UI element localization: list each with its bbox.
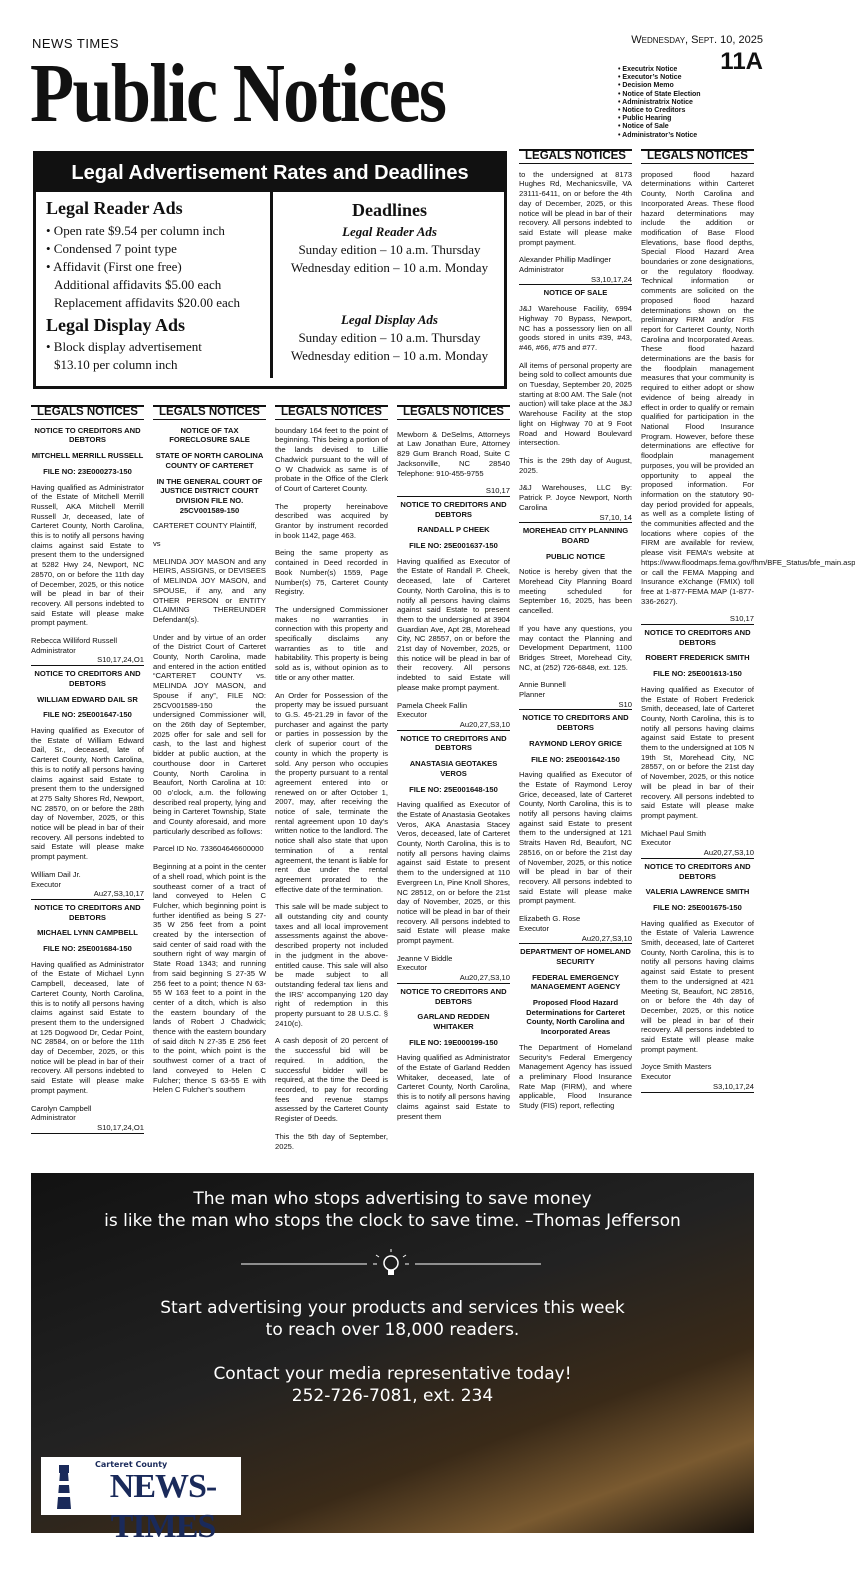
- notice-title: NOTICE TO CREDITORS AND DEBTORS: [644, 628, 751, 647]
- reader-deadline-subhead: Legal Reader Ads: [342, 224, 437, 239]
- run-dates: Au20,27,S3,10: [519, 934, 632, 945]
- display-ads-list: [46, 338, 202, 374]
- notice-body: The property hereinabove described was acquired by Grantor by instrument recorded in book 1142, page 463.: [275, 501, 388, 540]
- notice-role: Executor: [641, 1072, 671, 1082]
- notice-body: boundary 164 feet to the point of beginning. This being a portion of the lands devised to Lillie Chadwick pursuant to the will of O W Chadwick as same is of probate in the Office of the Clerk of Court of Carteret County.: [275, 425, 388, 493]
- page-title: Public Notices: [30, 47, 446, 140]
- notice-file: FILE NO: 25E001684-150: [43, 944, 132, 954]
- run-dates: S10: [519, 700, 632, 711]
- notice-file: FILE NO: 25E001648-150: [409, 784, 498, 794]
- index-item: • Administratrix Notice: [618, 98, 693, 106]
- index-item: • Public Hearing: [618, 115, 672, 123]
- notice-name: MICHAEL LYNN CAMPBELL: [37, 928, 138, 938]
- rate-item: $13.10 per column inch: [54, 357, 178, 372]
- display-ads-heading: Legal Display Ads: [46, 315, 186, 335]
- rate-item: Additional affidavits $5.00 each: [54, 277, 222, 292]
- notice-state: STATE OF NORTH CAROLINA COUNTY OF CARTERET: [155, 451, 264, 470]
- notice-title: NOTICE OF TAX FORECLOSURE SALE: [169, 425, 250, 445]
- notice-signature: Jeanne V Biddle: [397, 953, 453, 963]
- notice-signature: Michael Paul Smith: [641, 828, 706, 838]
- ad-contact: [31, 1363, 754, 1407]
- run-dates: S10,17,24,O1: [31, 1123, 144, 1134]
- notice-title: NOTICE TO CREDITORS AND DEBTORS: [644, 861, 751, 881]
- notice-body: Under and by virtue of an order of the District Court of Carteret County, North Carolina, made and entered in the action entitled “CARTERET COUNTY vs. MELINDA JOY MASON, and Spouse if any”, FILE NO: 25CV001589-150 the undersigned Commissioner will, on the 26th day of September, 2025 offer for sale and sell for cash, to the last and highest bidder at public auction, at the courthouse door in Carteret County, North Carolina in Beaufort, North Carolina at 10: 00 o’clock, a.m. the following described real property, lying and being in Carteret Township, State and County aforesaid, and more particularly described as follows:: [153, 632, 266, 836]
- notice-body: Being the same property as contained in Deed recorded in Book Number(s) 1559, Page Number(s) 75, Carteret County Registry.: [275, 548, 388, 597]
- notice-signature: J&J Warehouses, LLC By: Patrick P. Joyce Newport, North Carolina: [519, 483, 632, 512]
- notice-title: NOTICE TO CREDITORS AND DEBTORS: [34, 425, 141, 445]
- legals-column-3: [275, 405, 388, 1160]
- notice-court: IN THE GENERAL COURT OF JUSTICE DISTRICT COURT DIVISION FILE NO. 25CV001589-150: [156, 476, 263, 515]
- lighthouse-icon: [47, 1461, 81, 1511]
- notice-subtitle: FEDERAL EMERGENCY MANAGEMENT AGENCY: [530, 972, 621, 992]
- logo-wordmark: NEWS-TIMES: [109, 1468, 217, 1545]
- index-item: • Notice to Creditors: [618, 107, 686, 115]
- notice-name: GARLAND REDDEN WHITAKER: [417, 1012, 490, 1031]
- notice-body: This the 5th day of September, 2025.: [275, 1131, 388, 1151]
- legals-heading: LEGALS NOTICES: [31, 405, 144, 420]
- notice-body: Having qualified as Administrator of the Estate of Mitchell Merrill Russell, AKA Mitchell Merrill Russell Jr, deceased, late of Carteret County, North Carolina, this is to notify all persons having claims against said Estate to present them to the undersigned at 5282 Hwy 24, Newport, NC 28570, on or before the 11th day of December, 2025, or this notice will be plead in bar of their recovery. All persons indebted to said Estate will please make prompt payment.: [31, 482, 144, 628]
- index-item: • Decision Memo: [618, 82, 674, 90]
- notice-file: FILE NO: 25E001637-150: [409, 541, 498, 551]
- legals-heading: LEGALS NOTICES: [153, 405, 266, 420]
- run-dates: Au27,S3,10,17: [31, 889, 144, 900]
- notice-signature: Alexander Phillip Madlinger: [519, 255, 612, 265]
- house-ad: [31, 1173, 754, 1545]
- notice-body: The undersigned Commissioner makes no warranties in connection with this property and specifically disclaims any warranties as to title and habitability. This property is being sold as is, without opinion as to title or any other matter.: [275, 604, 388, 682]
- index-item: • Executor’s Notice: [618, 74, 682, 82]
- rates-box: [33, 151, 507, 389]
- legals-column-4: [397, 405, 510, 1160]
- notice-name: ROBERT FREDERICK SMITH: [645, 653, 750, 663]
- plaintiff: CARTERET COUNTY Plaintiff,: [153, 521, 257, 531]
- legals-heading: LEGALS NOTICES: [519, 149, 632, 164]
- legals-column-5: [519, 149, 632, 1160]
- notice-role: Planner: [519, 690, 546, 700]
- notice-body: All items of personal property are being sold to collect amounts due on Tuesday, September 20, 2025 starting at 8:00 AM. The Sale (not auction) will take place at the J&J Warehouse Facility at the stop light on Highway 70 at 9 Foot Road and Howard Boulevard intersection.: [519, 360, 632, 448]
- notice-body: J&J Warehouse Facility, 6994 Highway 70 Bypass, Newport, NC has a possessory lien on all goods stored in units #39, #43, #46, #66, #75 and #77.: [519, 304, 632, 352]
- ad-pitch-line: to reach over 18,000 readers.: [265, 1320, 520, 1340]
- notice-file: FILE NO: 25E001675-150: [653, 902, 742, 912]
- notice-role: Administrator: [519, 265, 564, 275]
- notice-body: If you have any questions, you may contact the Planning and Development Department, 1100 Bridges Street, Morehead City, NC, at (252) 726-6848, ext. 125.: [519, 623, 632, 672]
- run-dates: Au20,27,S3,10: [397, 973, 510, 984]
- notice-name: RAYMOND LEROY GRICE: [529, 738, 622, 748]
- versus: vs: [153, 539, 161, 549]
- run-dates: S10,17,24,O1: [31, 655, 144, 666]
- notice-role: Executor: [31, 879, 61, 889]
- run-dates: Au20,27,S3,10: [641, 848, 754, 859]
- notice-name: WILLIAM EDWARD DAIL SR: [37, 694, 138, 704]
- legals-heading: LEGALS NOTICES: [641, 149, 754, 164]
- display-deadline-subhead: Legal Display Ads: [340, 312, 438, 327]
- reader-ads-list: [46, 222, 240, 312]
- notice-signature: Elizabeth G. Rose: [519, 914, 581, 924]
- notice-body: Having qualified as Administrator of the Estate of Garland Redden Whitaker, deceased, late of Carteret County, North Carolina, this is to notify all persons having claims against said Estate to present them: [397, 1053, 510, 1121]
- notice-body: Having qualified as Executor of the Estate of Randall P. Cheek, deceased, late of Carteret County, North Carolina, this is to notify all persons having claims against said Estate to present them to the undersigned at 3904 Guardian Ave, Apt 2B, Morehead City, NC 28557, on or before the 21st day of November, 2025, or this notice will be plead in bar of their recovery. All persons indebted to said Estate will please make prompt payment.: [397, 556, 510, 692]
- lightbulb-icon: [201, 1251, 581, 1277]
- notice-file: FILE NO: 25E001647-150: [43, 710, 132, 720]
- notice-body: Having qualified as Executor of the Estate of Raymond Leroy Grice, deceased, late of Carteret County, North Carolina, this is to notify all persons having claims against said Estate to present them to the undersigned at 121 Straits Haven Rd, Beaufort, NC 28516, on or before the 21st day of November, 2025, or this notice will be plead in bar of their recovery. All persons indebted to said Estate will please make prompt payment.: [519, 770, 632, 906]
- index-item: • Executrix Notice: [618, 66, 678, 73]
- notice-subtitle: Proposed Flood Hazard Determinations for Carteret County, North Carolina and Incorporated Areas: [526, 998, 625, 1037]
- notice-body: An Order for Possession of the property may be issued pursuant to G.S. 45-21.29 in favor of the purchaser and against the party or parties in possession by the clerk of superior court of the county in which the property is sold. Any person who occupies the property pursuant to a rental agreement entered into or renewed on or after October 1, 2007, may, after receiving the notice of sale, terminate the rental agreement upon 10 day’s written notice to the landlord. The notice shall also state that upon termination of a rental agreement, the tenant is liable for rent due under the rental agreement prorated to the effective date of the termination.: [275, 690, 388, 894]
- notice-title: NOTICE TO CREDITORS AND DEBTORS: [34, 902, 141, 922]
- notice-signature: Annie Bunnell: [519, 680, 566, 690]
- issue-date: Wednesday, Sept. 10, 2025: [631, 34, 763, 46]
- notice-name: RANDALL P CHEEK: [417, 525, 490, 535]
- rate-item: • Block display advertisement: [46, 339, 202, 354]
- legals-column-1: [31, 405, 144, 1160]
- notice-body: Having qualified as Executor of the Estate of Valeria Lawrence Smith, deceased, late of Carteret County, North Carolina, this is to notify all persons having claims against said Estate to present them to the undersigned at 421 Meeting St, Beaufort, NC 28516, on or before the 4th day of December, 2025, or this notice will be plead in bar of their recovery. All persons indebted to said Estate will please make prompt payment.: [641, 918, 754, 1054]
- rate-item: • Open rate $9.54 per column inch: [46, 223, 225, 238]
- reader-ads-heading: Legal Reader Ads: [46, 198, 183, 218]
- notice-file: FILE NO: 25E001613-150: [653, 669, 742, 679]
- run-dates: S3,10,17,24: [519, 275, 632, 286]
- legals-column-2: [153, 405, 266, 1160]
- notice-body: Beginning at a point in the center of a shell road, which point is the southeast corner of a tract of land conveyed to Helen C Fulcher, which beginning point is further identified as being S 27-35 W 256 feet from a point created by the intersection of said center of said road with the southern right of way margin of State Road 1343; and running from said beginning S 27-35 W 256 feet to a point; thence N 63-55 W 163 feet to a point in the center of a ditch, which is also the eastern boundary of the lands of Robert J Chadwick; thence with the eastern boundary of said ditch N 27-35 E 256 feet to the point, which point is the southwest corner of a tract of land conveyed to Helen C Fulcher; thence S 63-55 E with Helen C Fulcher’s southern: [153, 862, 266, 1095]
- defendant: MELINDA JOY MASON and any HEIRS, ASSIGNS, or DEVISEES of MELINDA JOY MASON, and SPOUSE, if any, and any OTHER PERSON or ENTITY CLAIMING THEREUNDER Defendant(s).: [153, 556, 266, 624]
- rate-item: Replacement affidavits $20.00 each: [54, 295, 241, 310]
- news-times-logo: [41, 1457, 241, 1545]
- notice-role: Administrator: [31, 1113, 76, 1123]
- index-item: • Administrator’s Notice: [618, 131, 698, 139]
- notice-title: NOTICE TO CREDITORS AND DEBTORS: [34, 669, 141, 688]
- notice-body: This is the 29th day of August, 2025.: [519, 455, 632, 475]
- ad-quote: [31, 1188, 754, 1232]
- notice-signature: William Dail Jr.: [31, 869, 81, 879]
- notice-name: MITCHELL MERRILL RUSSELL: [31, 451, 144, 461]
- notice-body: This sale will be made subject to all outstanding city and county taxes and all local improvement assessments against the above-described property not included in the judgment in the above-entitled cause. This sale will also be made subject to all outstanding federal tax liens and the IRS’ accompanying 120 day right of redemption in this property pursuant to 28 U.S.C. § 2410(c).: [275, 902, 388, 1028]
- notice-name: ANASTASIA GEOTAKES VEROS: [409, 759, 498, 778]
- brand-label: NEWS TIMES: [32, 36, 120, 51]
- ad-pitch-line: Start advertising your products and services this week: [160, 1298, 625, 1318]
- notice-body: A cash deposit of 20 percent of the successful bid will be required. In addition, the successful bidder will be required, at the time the Deed is recorded, to pay for recording fees and revenue stamps assessed by the Carteret County Register of Deeds.: [275, 1036, 388, 1124]
- notice-signature: Carolyn Campbell: [31, 1103, 92, 1113]
- run-dates: S10,17: [641, 614, 754, 625]
- run-dates: S3,10,17,24: [641, 1082, 754, 1093]
- deadlines-panel: [270, 192, 506, 378]
- deadline-line: Sunday edition – 10 a.m. Thursday: [298, 242, 481, 257]
- notice-body: Having qualified as Executor of the Estate of Anastasia Geotakes Veros, AKA Anastasia Stacey Veros, deceased, late of Carteret County, North Carolina, this is to notify all persons having claims against said Estate to present them to the undersigned at 110 Evergreen Ln, Pine Knoll Shores, NC 28512, on or before the 21st day of November, 2025, or this notice will be plead in bar of their recovery. All persons indebted to said Estate will please make prompt payment.: [397, 800, 510, 946]
- notice-file: FILE NO: 23E000273-150: [43, 466, 132, 476]
- notice-body: The Department of Homeland Security’s Federal Emergency Management Agency has issued a preliminary Flood Insurance Rate Map (FIRM), and where applicable, Flood Insurance Study (FIS) report, reflecting: [519, 1042, 632, 1111]
- deadline-line: Sunday edition – 10 a.m. Thursday: [298, 330, 481, 345]
- logo-small-text: Carteret County: [95, 1460, 168, 1469]
- notice-file: FILE NO: 19E000199-150: [409, 1037, 498, 1047]
- legals-column-6: [641, 149, 855, 1160]
- notice-title: DEPARTMENT OF HOMELAND SECURITY: [520, 947, 631, 966]
- notice-title: NOTICE TO CREDITORS AND DEBTORS: [400, 733, 507, 753]
- ad-phone[interactable]: 252-726-7081, ext. 234: [291, 1386, 494, 1406]
- notice-body: Notice is hereby given that the Morehead City Planning Board meeting scheduled for September 16, 2025, has been cancelled.: [519, 567, 632, 616]
- parcel-id: Parcel ID No. 733604646600000: [153, 844, 264, 854]
- deadline-line: Wednesday edition – 10 a.m. Monday: [290, 260, 489, 275]
- notice-body: Having qualified as Administrator of the Estate of Michael Lynn Campbell, deceased, late of Carteret County, North Carolina, this is to notify all persons having claims against said Estate to present them to the undersigned at 125 Dogwood Dr, Cedar Point, NC 28584, on or before the 11th day of December, 2025, or this notice will be plead in bar of their recovery. All persons indebted to said Estate will please make prompt payment.: [31, 959, 144, 1095]
- ad-quote-line: The man who stops advertising to save money: [193, 1189, 592, 1209]
- index-item: • Notice of Sale: [618, 123, 669, 131]
- notice-index: [618, 66, 701, 140]
- notice-signature: Rebecca Williford Russell: [31, 636, 118, 646]
- notice-subtitle: PUBLIC NOTICE: [545, 551, 606, 561]
- notice-role: Executor: [519, 923, 549, 933]
- notice-role: Executor: [397, 963, 427, 973]
- notice-role: Executor: [641, 838, 671, 848]
- deadline-line: Wednesday edition – 10 a.m. Monday: [290, 348, 489, 363]
- rate-item: • Condensed 7 point type: [46, 241, 177, 256]
- index-item: • Notice of State Election: [618, 90, 701, 98]
- ad-pitch: [31, 1297, 754, 1341]
- ad-contact-line: Contact your media representative today!: [213, 1364, 572, 1384]
- notice-role: Executor: [397, 710, 427, 720]
- notice-role: Administrator: [31, 645, 76, 655]
- notice-body: Having qualified as Executor of the Estate of Robert Frederick Smith, deceased, late of Carteret County, North Carolina, this is to notify all persons having claims against said Estate to present them to the undersigned at 105 N 19th St, Morehead City, NC 28557, on or before the 21st day of November, 2025, or this notice will be plead in bar of their recovery. All persons indebted to said Estate will please make prompt payment.: [641, 684, 754, 820]
- notice-file: FILE NO: 25E001642-150: [531, 754, 620, 764]
- run-dates: S10,17: [397, 486, 510, 497]
- ad-quote-line: is like the man who stops the clock to save time. –Thomas Jefferson: [104, 1211, 681, 1231]
- notice-signature: Joyce Smith Masters: [641, 1062, 712, 1072]
- notice-title: NOTICE TO CREDITORS AND DEBTORS: [400, 986, 507, 1006]
- notice-body: to the undersigned at 8173 Hughes Rd, Mechanicsville, VA 23111-6411, on or before the 4th day of December, 2025, or this notice will be plead in bar of their recovery. All persons indebted to said Estate will please make prompt payment.: [519, 169, 632, 247]
- notice-title: NOTICE TO CREDITORS AND DEBTORS: [522, 713, 629, 733]
- legals-heading: LEGALS NOTICES: [397, 405, 510, 420]
- rates-heading: Legal Advertisement Rates and Deadlines: [36, 154, 504, 192]
- notice-body: proposed flood hazard determinations within Carteret County, North Carolina and Incorporated Areas. These flood hazard determinations may include the addition or modification of Base Flood Elevations, base flood depths, Special Flood Hazard Area boundaries or zone designations, or the regulatory floodway. Technical information or comments are solicited on the proposed flood hazard determinations shown on the preliminary FIRM and/or FIS report for Carteret County, North Carolina and Incorporated Areas. These flood hazard determinations are the basis for the floodplain management measures that your community is required to either adopt or show evidence of being already in effect in order to qualify or remain qualified for participation in the National Flood Insurance Program. However, before these determinations are effective for floodplain management purposes, you will be provided an opportunity to appeal the proposed information. For information on the statutory 90-day period provided for appeals, as well as a complete listing of the communities affected and the locations where copies of the FIRM are available for review, please visit FEMA’s website at https://www.floodmaps.fema.gov/fhm/BFE_Status/bfe_main.asp or call the FEMA Mapping and Insurance eXchange (FMIX) toll free at 1-877-FEMA MAP (1-877-336-2627).: [641, 169, 855, 606]
- notice-signature: Pamela Cheek Fallin: [397, 700, 468, 710]
- deadlines-heading: Deadlines: [351, 200, 427, 220]
- notice-title: NOTICE TO CREDITORS AND DEBTORS: [400, 499, 507, 519]
- masthead: [30, 30, 765, 152]
- attorney-info: Mewborn & DeSelms, Attorneys at Law Jonathan Eure, Attorney 829 Gum Branch Road, Suite C Jacksonville, NC 28540 Telephone: 910-455-9755: [397, 429, 510, 478]
- page-number: 11A: [720, 48, 763, 75]
- notice-body: Having qualified as Executor of the Estate of William Edward Dail, Sr., deceased, late of Carteret County, North Carolina, this is to notify all persons having claims against said Estate to present them to the undersigned at 275 Salty Shores Rd, Newport, NC 28570, on or before the 28th day of November, 2025, or this notice will be plead in bar of their recovery. All persons indebted to said Estate will please make prompt payment.: [31, 725, 144, 862]
- notice-title: MOREHEAD CITY PLANNING BOARD: [522, 526, 629, 545]
- rate-item: • Affidavit (First one free): [46, 259, 182, 274]
- run-dates: Au20,27,S3,10: [397, 720, 510, 731]
- legals-heading: LEGALS NOTICES: [275, 405, 388, 420]
- notice-name: VALERIA LAWRENCE SMITH: [645, 887, 750, 897]
- run-dates: S7,10, 14: [519, 513, 632, 524]
- notice-title: NOTICE OF SALE: [543, 288, 608, 298]
